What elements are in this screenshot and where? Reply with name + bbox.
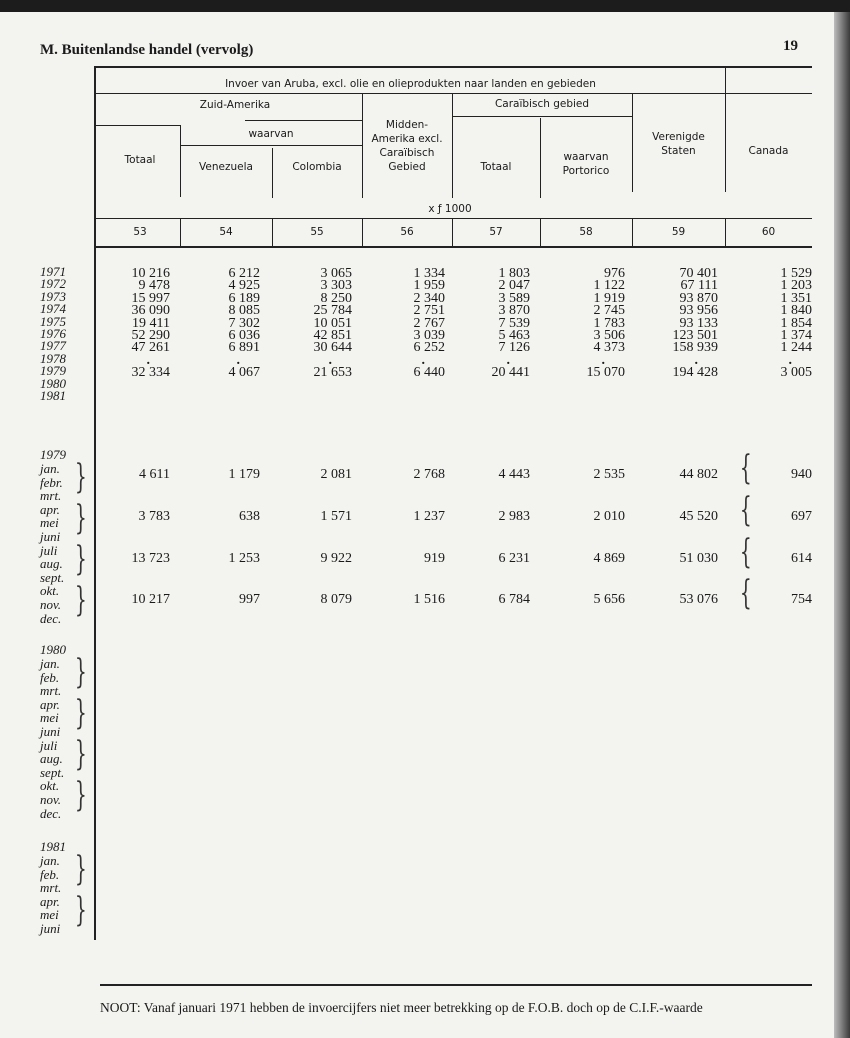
table-cell: 697 — [791, 508, 812, 524]
table-cell: 976 — [604, 266, 625, 281]
table-cell: 67 111 — [680, 278, 718, 294]
month-label: juli — [40, 542, 58, 558]
brace-icon: } — [74, 457, 87, 497]
table-cell: 8 085 — [228, 303, 260, 319]
table-cell: 9 478 — [138, 278, 170, 294]
table-cell: 53 076 — [679, 592, 718, 608]
table-cell: 93 870 — [679, 290, 718, 306]
table-cell: 2 983 — [498, 508, 530, 524]
table-cell: 7 126 — [498, 340, 530, 356]
table-cell: 1 571 — [320, 508, 352, 524]
table-cell: 1 919 — [593, 290, 625, 306]
table-cell: 3 783 — [138, 508, 170, 524]
column-number-58: 58 — [579, 226, 593, 238]
month-label: aug. — [40, 751, 63, 767]
table-cell: 1 237 — [413, 508, 445, 524]
table-cell: 3 005 — [780, 365, 812, 381]
table-cell: 7 302 — [228, 315, 260, 331]
table-cell: 10 217 — [131, 592, 170, 608]
table-cell: 45 520 — [679, 508, 718, 524]
month-label: juni — [40, 529, 61, 544]
table-cell: 30 644 — [313, 340, 352, 356]
year-label: 1972 — [40, 276, 66, 292]
header-zuid-amerika: Zuid-Amerika — [199, 99, 271, 111]
column-number-57: 57 — [489, 226, 503, 238]
column-header-57: Totaal — [480, 161, 512, 173]
brace-icon: } — [74, 693, 87, 733]
stub-divider — [94, 66, 96, 940]
table-cell: 13 723 — [131, 550, 170, 566]
column-number-54: 54 — [219, 226, 233, 238]
table-cell: 3 506 — [593, 328, 625, 343]
table-cell: 19 411 — [132, 315, 170, 331]
table-cell: 1 959 — [413, 278, 445, 294]
footer-note: NOOT: Vanaf januari 1971 hebben de invoercijfers niet meer betrekking op de F.O.B. doch op de C.I.F.-waarde — [100, 1000, 703, 1015]
month-label: apr. — [40, 893, 60, 909]
month-label: juni — [40, 921, 61, 936]
column-header-53: Totaal — [124, 154, 156, 166]
year-label: 1981 — [40, 839, 66, 854]
no-data-dot: . — [601, 352, 605, 368]
table-cell: 2 745 — [593, 303, 625, 319]
month-label: dec. — [40, 610, 62, 626]
table-cell: 6 036 — [228, 328, 260, 343]
table-cell: 3 039 — [413, 328, 445, 343]
no-data-dot: . — [328, 352, 332, 368]
column-header-54: Venezuela — [199, 161, 253, 173]
table-cell: 1 122 — [593, 278, 625, 294]
table-cell: 9 922 — [320, 550, 352, 566]
brace-icon: } — [74, 734, 87, 774]
table-cell: 8 079 — [320, 592, 352, 608]
table-cell: 754 — [791, 592, 812, 608]
table-cell: 42 851 — [313, 328, 352, 343]
no-data-dot: . — [694, 352, 698, 368]
table-cell: 1 529 — [780, 266, 812, 281]
month-label: dec. — [40, 805, 62, 821]
month-label: okt. — [40, 778, 60, 794]
table-cell: 2 767 — [413, 315, 445, 331]
table-cell: 919 — [424, 550, 445, 566]
column-number-56: 56 — [400, 226, 414, 238]
month-label: jan. — [40, 853, 60, 868]
table-cell: 8 250 — [320, 290, 352, 306]
table-cell: 6 784 — [498, 592, 530, 608]
table-cell: 21 653 — [313, 365, 352, 381]
month-label: apr. — [40, 696, 60, 712]
month-label: mei — [40, 710, 59, 726]
table-cell: 51 030 — [679, 550, 718, 566]
month-label: apr. — [40, 501, 60, 517]
table-cell: 4 611 — [139, 467, 170, 482]
month-label: sept. — [40, 764, 65, 780]
table-cell: 20 441 — [491, 365, 530, 381]
table-cell: 2 768 — [413, 467, 445, 482]
month-label: nov. — [40, 792, 62, 807]
no-data-dot: . — [421, 352, 425, 368]
table-cell: 15 997 — [131, 290, 170, 306]
table-cell: 638 — [239, 508, 260, 524]
month-label: mrt. — [40, 488, 62, 504]
month-label: feb. — [40, 866, 60, 882]
table-cell: 123 501 — [672, 328, 718, 343]
brace-icon: } — [739, 448, 752, 488]
table-cell: 194 428 — [672, 365, 718, 381]
table-cell: 7 539 — [498, 315, 530, 331]
brace-icon: } — [74, 580, 87, 620]
month-label: okt. — [40, 583, 60, 599]
table-cell: 32 334 — [131, 365, 170, 381]
column-number-59: 59 — [671, 226, 686, 238]
section-title: M. Buitenlandse handel (vervolg) — [40, 42, 254, 58]
brace-icon: } — [74, 775, 87, 815]
table-cell: 1 516 — [413, 592, 445, 608]
month-label: feb. — [40, 669, 60, 685]
table-cell: 2 340 — [413, 290, 445, 306]
table-cell: 2 047 — [498, 278, 530, 294]
table-cell: 44 802 — [679, 467, 718, 482]
table-cell: 997 — [239, 592, 260, 608]
brace-icon: } — [739, 489, 752, 530]
brace-icon: } — [739, 531, 752, 572]
table-cell: 3 589 — [498, 290, 530, 306]
table-cell: 1 840 — [780, 303, 812, 319]
table-cell: 15 070 — [586, 365, 625, 381]
column-header-60: Canada — [748, 145, 789, 157]
page-edge — [834, 12, 850, 1038]
column-header-56: Midden- Amerika excl. Caraïbisch Gebied — [371, 119, 443, 173]
column-number-60: 60 — [761, 226, 776, 238]
table-cell: 4 869 — [593, 550, 625, 566]
header-waarvan: waarvan — [248, 128, 294, 140]
column-header-58: waarvan Portorico — [562, 151, 610, 177]
month-label: febr. — [40, 474, 63, 490]
table-cell: 158 939 — [672, 340, 718, 356]
page-number: 19 — [783, 38, 798, 54]
year-label: 1979 — [40, 447, 66, 462]
table-cell: 2 081 — [320, 467, 352, 482]
year-label: 1977 — [40, 338, 66, 354]
year-label: 1976 — [40, 326, 66, 341]
table-cell: 10 216 — [131, 266, 170, 281]
table-bottom-rule — [100, 984, 812, 986]
table-cell: 3 303 — [320, 278, 352, 294]
month-label: juni — [40, 724, 61, 739]
month-label: mei — [40, 907, 59, 923]
brace-icon: } — [74, 849, 87, 889]
table-cell: 1 854 — [780, 315, 812, 331]
table-cell: 36 090 — [131, 303, 170, 319]
month-label: sept. — [40, 569, 65, 585]
year-label: 1981 — [40, 388, 66, 403]
table-cell: 70 401 — [679, 266, 718, 281]
brace-icon: } — [74, 498, 87, 538]
no-data-dot: . — [788, 352, 792, 368]
table-cell: 940 — [791, 467, 812, 482]
month-label: mrt. — [40, 683, 62, 699]
table-cell: 2 751 — [413, 303, 445, 319]
year-label: 1980 — [40, 642, 66, 657]
table-cell: 2 010 — [593, 508, 625, 524]
table-cell: 10 051 — [313, 315, 352, 331]
table-cell: 4 443 — [498, 467, 530, 482]
header-caraibisch: Caraïbisch gebied — [494, 98, 590, 110]
table-cell: 614 — [791, 550, 812, 566]
table-cell: 4 925 — [228, 278, 260, 294]
table-cell: 5 656 — [593, 592, 625, 608]
table-cell: 52 290 — [131, 328, 170, 343]
month-label: jan. — [40, 461, 60, 476]
table-cell: 1 253 — [228, 550, 260, 566]
no-data-dot: . — [146, 352, 150, 368]
table-cell: 47 261 — [131, 340, 170, 356]
table-cell: 6 231 — [498, 550, 530, 566]
table-cell: 4 067 — [228, 365, 260, 381]
table-cell: 1 203 — [780, 278, 812, 294]
table-cell: 5 463 — [498, 328, 530, 343]
table-cell: 6 189 — [228, 290, 260, 306]
table-cell: 1 374 — [780, 328, 812, 343]
month-label: nov. — [40, 597, 62, 612]
table-cell: 6 440 — [413, 365, 445, 381]
no-data-dot: . — [236, 352, 240, 368]
table-cell: 1 783 — [593, 315, 625, 331]
unit-label: x ƒ 1000 — [428, 203, 472, 215]
month-label: mei — [40, 515, 59, 531]
table-cell: 25 784 — [313, 303, 352, 319]
column-number-53: 53 — [133, 226, 147, 238]
month-label: mrt. — [40, 880, 62, 896]
table-cell: 1 179 — [228, 467, 260, 482]
year-label: 1975 — [40, 313, 66, 329]
table-cell: 3 870 — [498, 303, 530, 319]
column-number-55: 55 — [310, 226, 324, 238]
column-header-55: Colombia — [292, 161, 342, 173]
table-cell: 1 244 — [780, 340, 812, 356]
brace-icon: } — [739, 573, 752, 614]
brace-icon: } — [74, 890, 87, 930]
table-cell: 1 334 — [413, 266, 445, 281]
table-top-rule — [94, 66, 812, 68]
no-data-dot: . — [506, 352, 510, 368]
table-main-title: Invoer van Aruba, excl. olie en olieprodukten naar landen en gebieden — [225, 78, 596, 90]
table-cell: 93 956 — [679, 303, 718, 319]
year-label: 1980 — [40, 375, 66, 391]
column-header-59: Verenigde Staten — [652, 131, 705, 157]
brace-icon: } — [74, 539, 87, 579]
table-cell: 6 252 — [413, 340, 445, 356]
table-cell: 4 373 — [593, 340, 625, 356]
year-label: 1974 — [40, 301, 66, 317]
year-label: 1979 — [40, 363, 66, 379]
brace-icon: } — [74, 652, 87, 692]
year-label: 1978 — [40, 350, 66, 366]
month-label: aug. — [40, 556, 63, 572]
year-label: 1971 — [40, 264, 66, 279]
month-label: juli — [40, 737, 58, 753]
table-cell: 6 891 — [228, 340, 260, 356]
table-cell: 1 351 — [780, 290, 812, 306]
table-cell: 2 535 — [593, 467, 625, 482]
year-label: 1973 — [40, 288, 66, 304]
table-cell: 3 065 — [320, 266, 352, 281]
month-label: jan. — [40, 656, 60, 671]
table-cell: 6 212 — [228, 266, 260, 281]
table-cell: 93 133 — [679, 315, 718, 331]
table-cell: 1 803 — [498, 266, 530, 281]
